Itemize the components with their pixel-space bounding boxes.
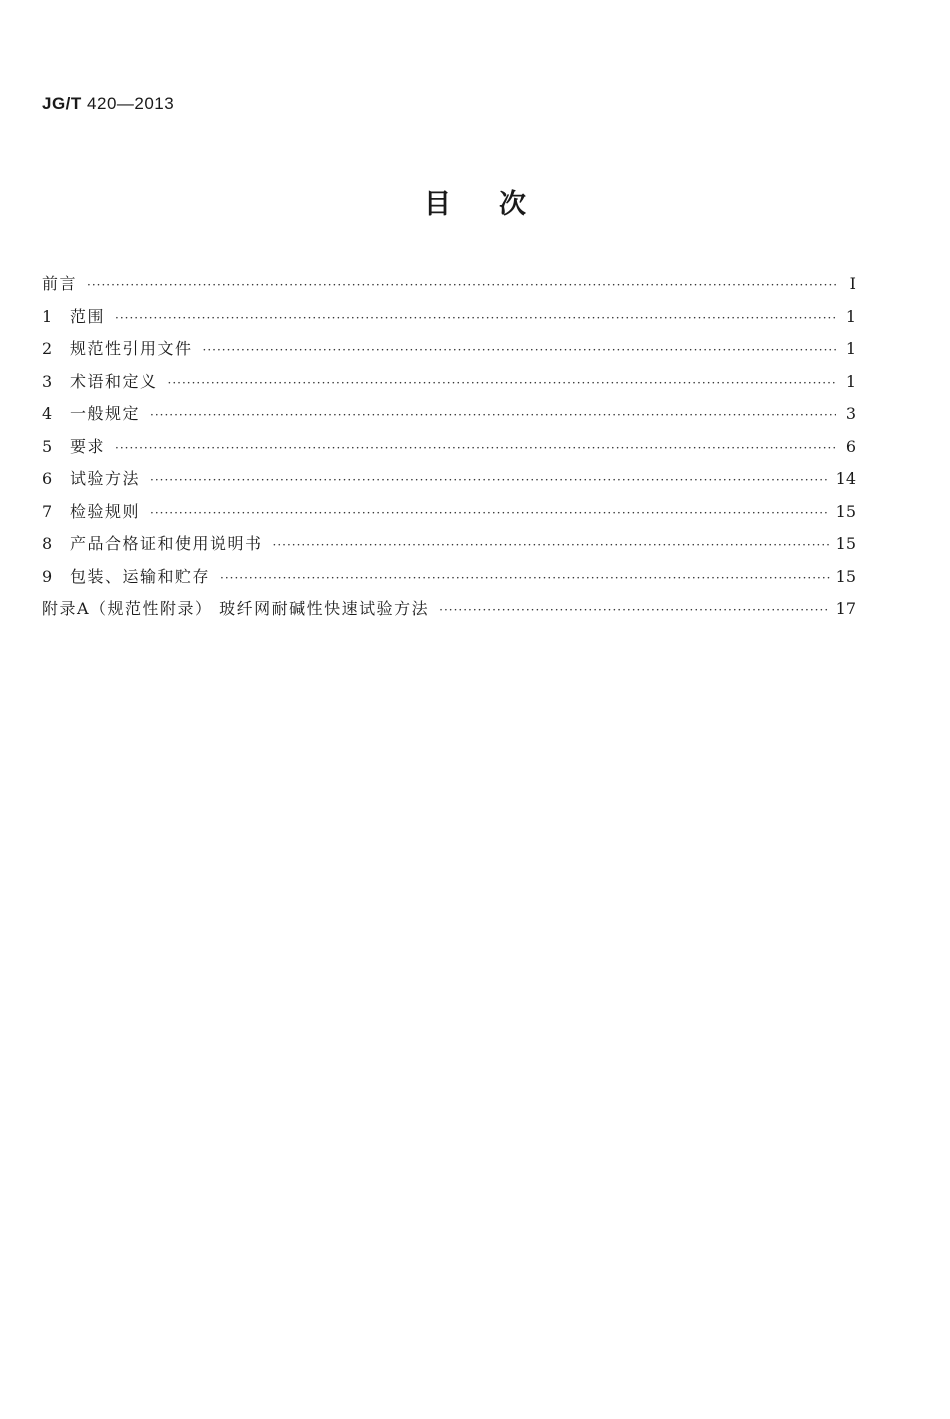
toc-label: 规范性引用文件 xyxy=(70,339,193,358)
standard-code xyxy=(42,94,174,114)
toc-entry-4[interactable] xyxy=(42,398,856,431)
toc-section-number: 3 xyxy=(42,371,53,391)
toc-label: 产品合格证和使用说明书 xyxy=(70,534,263,553)
toc-page-number: 6 xyxy=(845,436,856,456)
toc-leader xyxy=(439,594,829,627)
toc-section-number: 8 xyxy=(42,534,53,553)
toc-page-number: 17 xyxy=(835,599,856,618)
toc-entry-2[interactable] xyxy=(42,333,856,366)
toc-page-number: 1 xyxy=(845,339,856,358)
toc-label: 要求 xyxy=(70,436,106,456)
toc-label: 检验规则 xyxy=(70,501,141,521)
toc-leader xyxy=(203,334,836,367)
toc-entry-3[interactable] xyxy=(42,366,856,399)
toc-entry-5[interactable] xyxy=(42,431,856,464)
standard-code-number: 420—2013 xyxy=(87,94,175,113)
toc-page-number: 15 xyxy=(835,566,856,586)
toc-section-number: 4 xyxy=(42,404,53,423)
page-title: 目次 xyxy=(424,189,574,220)
toc-section-number: 6 xyxy=(42,469,53,488)
table-of-contents xyxy=(42,268,856,626)
toc-section-number: 5 xyxy=(42,436,53,456)
toc-label: 一般规定 xyxy=(70,404,141,423)
toc-label: 前言 xyxy=(42,274,78,293)
toc-leader xyxy=(273,529,830,562)
toc-page-number: Ⅰ xyxy=(849,274,856,293)
toc-leader xyxy=(220,562,830,595)
toc-leader xyxy=(150,464,830,497)
toc-label: 术语和定义 xyxy=(70,371,158,391)
toc-label: 包装、运输和贮存 xyxy=(70,566,211,586)
toc-leader xyxy=(87,269,836,302)
toc-section-number: 9 xyxy=(42,566,53,586)
toc-entry-8[interactable] xyxy=(42,528,856,561)
toc-section-number: 2 xyxy=(42,339,53,358)
standard-code-prefix: JG/T xyxy=(42,94,82,113)
toc-page-number: 14 xyxy=(835,469,856,488)
toc-leader xyxy=(115,302,836,335)
toc-leader xyxy=(150,497,830,530)
toc-section-number: 7 xyxy=(42,501,53,521)
toc-entry-9[interactable] xyxy=(42,561,856,594)
toc-page-number: 15 xyxy=(835,501,856,521)
toc-entry-6[interactable] xyxy=(42,463,856,496)
toc-leader xyxy=(168,367,836,400)
toc-label: 附录A（规范性附录） 玻纤网耐碱性快速试验方法 xyxy=(42,599,430,618)
toc-page-number: 15 xyxy=(835,534,856,553)
toc-label: 范围 xyxy=(70,306,106,326)
toc-page-number: 1 xyxy=(845,306,856,326)
toc-leader xyxy=(150,399,836,432)
toc-leader xyxy=(115,432,836,465)
toc-entry-appendix-a[interactable] xyxy=(42,593,856,626)
toc-section-number: 1 xyxy=(42,306,53,326)
toc-page-number: 1 xyxy=(845,371,856,391)
toc-label: 试验方法 xyxy=(70,469,141,488)
toc-entry-foreword[interactable] xyxy=(42,268,856,301)
toc-page-number: 3 xyxy=(845,404,856,423)
toc-entry-1[interactable] xyxy=(42,301,856,334)
toc-entry-7[interactable] xyxy=(42,496,856,529)
